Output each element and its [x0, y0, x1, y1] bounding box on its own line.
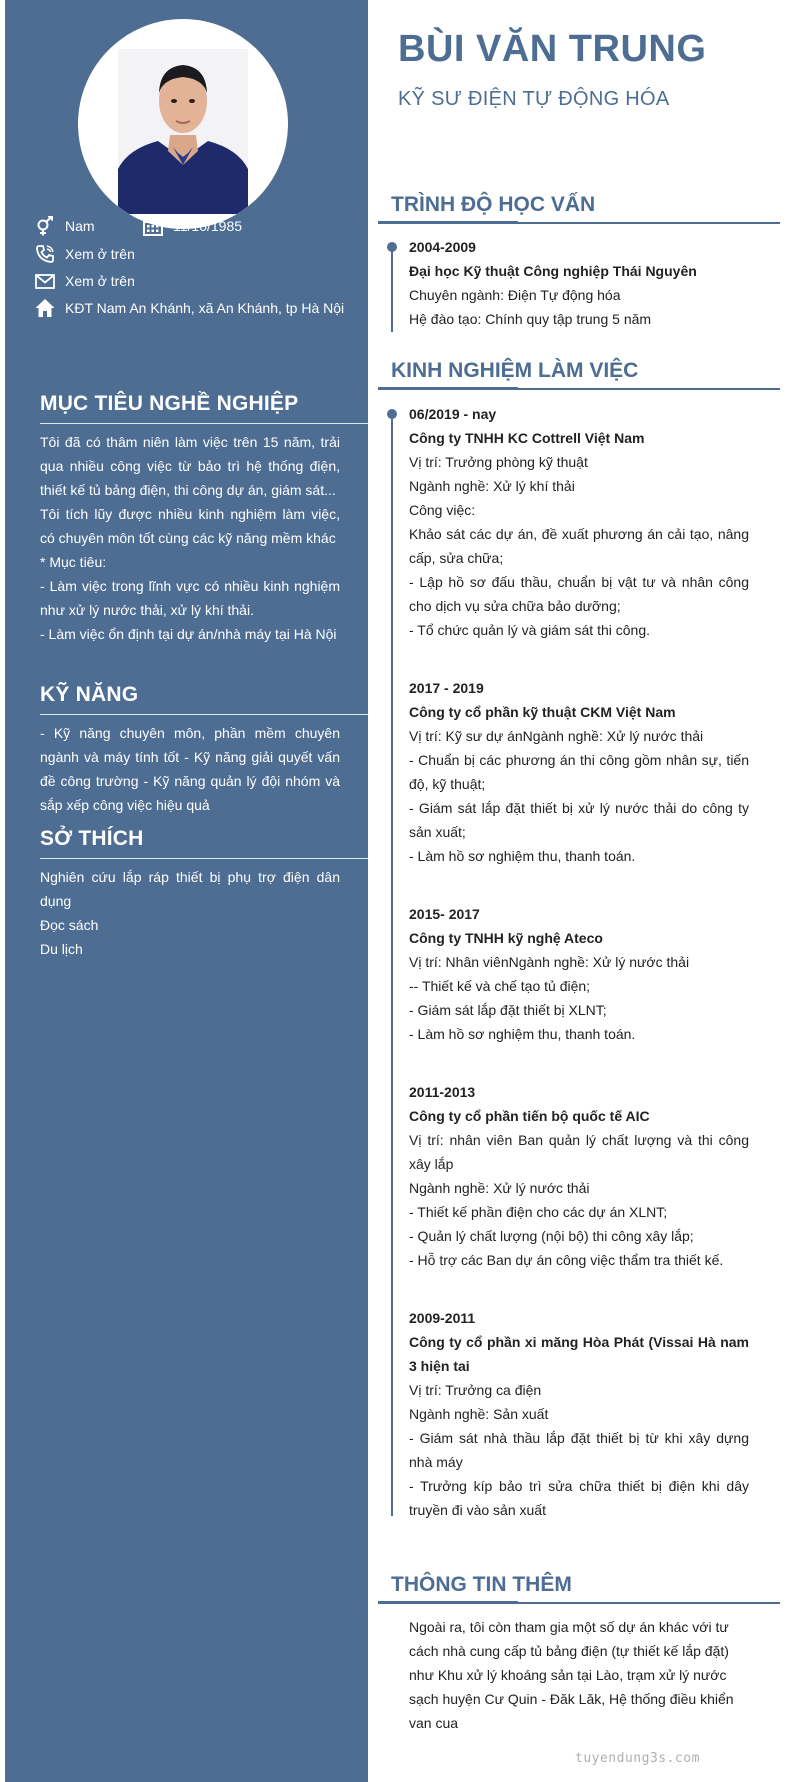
job-entry	[409, 676, 749, 868]
job-line: Ngành nghề: Sản xuất	[409, 1406, 549, 1422]
extra-title: THÔNG TIN THÊM	[391, 1573, 572, 1596]
education-title: TRÌNH ĐỘ HỌC VẤN	[391, 193, 596, 216]
job-period: 2015- 2017	[409, 906, 480, 922]
experience-timeline	[391, 412, 393, 1516]
job-line: Vị trí: Kỹ sư dự ánNgành nghề: Xử lý nước thải	[409, 728, 704, 744]
job-line: Vị trí: Trưởng ca điện	[409, 1382, 542, 1398]
job-entry	[409, 1080, 749, 1272]
job-line: - Chuẩn bị các phương án thi công gồm nhân sự, tiến độ, kỹ thuật;	[409, 752, 749, 792]
hobby-item: Nghiên cứu lắp ráp thiết bị phụ trợ điện dân dụng	[40, 869, 340, 909]
education-mode: Hệ đào tạo: Chính quy tập trung 5 năm	[409, 311, 652, 327]
candidate-name: BÙI VĂN TRUNG	[398, 28, 707, 70]
job-line: Vị trí: Trưởng phòng kỹ thuật	[409, 454, 588, 470]
birthday-value: 11/10/1985	[173, 218, 243, 234]
job-company: Công ty TNHH kỹ nghệ Ateco	[409, 930, 603, 946]
email-row	[35, 271, 135, 291]
birthday-row	[143, 216, 242, 236]
job-company: Công ty cổ phần tiến bộ quốc tế AIC	[409, 1108, 650, 1124]
job-line: Vị trí: nhân viên Ban quản lý chất lượng và thi công xây lắp	[409, 1132, 749, 1172]
hobby-item: Du lịch	[40, 941, 83, 957]
email-value: Xem ở trên	[65, 273, 135, 289]
education-school: Đại học Kỹ thuật Công nghiệp Thái Nguyên	[409, 263, 697, 279]
hobby-item: Đọc sách	[40, 917, 99, 933]
gender-row	[35, 216, 95, 236]
objective-line: Tôi đã có thâm niên làm việc trên 15 năm, trải qua nhiều công việc từ bảo trì hệ thống điện, thiết kế tủ bảng điện, thi công dự án, giám sát...	[40, 434, 340, 498]
skills-divider	[40, 714, 368, 715]
job-line: -- Thiết kế và chế tạo tủ điện;	[409, 978, 591, 994]
profile-photo	[118, 49, 248, 214]
address-value: KĐT Nam An Khánh, xã An Khánh, tp Hà Nội	[65, 300, 345, 316]
avatar	[78, 19, 288, 229]
objective-line: * Mục tiêu:	[40, 554, 107, 570]
phone-value: Xem ở trên	[65, 246, 135, 262]
hobbies-title: SỞ THÍCH	[40, 827, 144, 850]
timeline-dot	[387, 409, 397, 419]
gender-icon	[35, 216, 55, 236]
job-line: - Tổ chức quản lý và giám sát thi công.	[409, 622, 651, 638]
experience-divider	[378, 388, 780, 390]
job-line: - Giám sát lắp đặt thiết bị XLNT;	[409, 1002, 607, 1018]
objective-line: - Làm việc ổn định tại dự án/nhà máy tại Hà Nội	[40, 626, 337, 642]
education-major: Chuyên ngành: Điện Tự động hóa	[409, 287, 621, 303]
calendar-icon	[143, 216, 163, 236]
objective-line: Tôi tích lũy được nhiều kinh nghiệm làm việc, có chuyên môn tốt cùng các kỹ năng mềm khác	[40, 506, 340, 546]
job-company: Công ty cổ phần xi măng Hòa Phát (Vissai Hà nam 3 hiện tai	[409, 1334, 749, 1374]
education-divider	[378, 222, 780, 224]
skills-title: KỸ NĂNG	[40, 683, 139, 706]
job-company: Công ty cổ phần kỹ thuật CKM Việt Nam	[409, 704, 676, 720]
job-period: 2011-2013	[409, 1084, 476, 1100]
job-period: 06/2019 - nay	[409, 406, 497, 422]
education-period: 2004-2009	[409, 239, 476, 255]
job-company: Công ty TNHH KC Cottrell Việt Nam	[409, 430, 645, 446]
job-line: - Quản lý chất lượng (nội bộ) thi công xây lắp;	[409, 1228, 694, 1244]
job-line: Khảo sát các dự án, đề xuất phương án cải tạo, nâng cấp, sửa chữa;	[409, 526, 749, 566]
candidate-title: KỸ SƯ ĐIỆN TỰ ĐỘNG HÓA	[398, 88, 670, 110]
home-icon	[35, 298, 55, 318]
job-line: - Giám sát lắp đặt thiết bị xử lý nước thải do công ty sản xuất;	[409, 800, 749, 840]
job-line: - Thiết kế phần điện cho các dự án XLNT;	[409, 1204, 668, 1220]
gender-value: Nam	[65, 218, 95, 234]
job-entry	[409, 402, 749, 642]
cv-page	[5, 0, 800, 1782]
job-line: - Giám sát nhà thầu lắp đặt thiết bị từ khi xây dựng nhà máy	[409, 1430, 749, 1470]
objective-divider	[40, 423, 368, 424]
phone-icon	[35, 244, 55, 264]
job-line: - Làm hồ sơ nghiệm thu, thanh toán.	[409, 1026, 636, 1042]
timeline-dot	[387, 242, 397, 252]
objective-title: MỤC TIÊU NGHỀ NGHIỆP	[40, 392, 299, 415]
job-entry	[409, 902, 749, 1046]
education-entry	[409, 235, 749, 331]
watermark: tuyendung3s.com	[575, 1751, 700, 1766]
address-row	[35, 298, 344, 318]
objective-body	[40, 430, 340, 646]
hobbies-divider	[40, 858, 368, 859]
job-period: 2009-2011	[409, 1310, 476, 1326]
job-line: Ngành nghề: Xử lý khí thải	[409, 478, 575, 494]
job-line: Ngành nghề: Xử lý nước thải	[409, 1180, 590, 1196]
education-timeline	[391, 246, 393, 332]
extra-divider	[378, 1602, 780, 1604]
main-column	[368, 0, 800, 1782]
skills-body: - Kỹ năng chuyên môn, phần mềm chuyên ngành và máy tính tốt - Kỹ năng giải quyết vấn đề công trường - Kỹ năng quản lý đội nhóm và sắp xếp công việc hiệu quả	[40, 725, 340, 813]
job-line: Vị trí: Nhân viênNgành nghề: Xử lý nước thải	[409, 954, 690, 970]
objective-line: - Làm việc trong lĩnh vực có nhiều kinh nghiệm như xử lý nước thải, xử lý khí thải.	[40, 578, 340, 618]
extra-body: Ngoài ra, tôi còn tham gia một số dự án khác với tư cách nhà cung cấp tủ bảng điện (tự thiết kế lắp đặt) như Khu xử lý khoáng sản tại Lào, trạm xử lý nước sạch huyện Cư Quin - Đăk Lăk, Hệ thống điều khiển van cua	[409, 1619, 734, 1731]
phone-row	[35, 244, 135, 264]
job-line: - Làm hồ sơ nghiệm thu, thanh toán.	[409, 848, 636, 864]
job-line: - Lập hồ sơ đấu thầu, chuẩn bị vật tư và nhân công cho dịch vụ sửa chữa bảo dưỡng;	[409, 574, 749, 614]
hobbies-body	[40, 865, 340, 961]
envelope-icon	[35, 271, 55, 291]
job-line: - Trưởng kíp bảo trì sửa chữa thiết bị điện khi dây truyền đi vào sản xuất	[409, 1478, 749, 1518]
job-entry	[409, 1306, 749, 1522]
job-line: Công việc:	[409, 502, 476, 518]
sidebar	[5, 0, 368, 1782]
experience-title: KINH NGHIỆM LÀM VIỆC	[391, 359, 639, 382]
job-line: - Hỗ trợ các Ban dự án công việc thẩm tra thiết kế.	[409, 1252, 724, 1268]
job-period: 2017 - 2019	[409, 680, 484, 696]
